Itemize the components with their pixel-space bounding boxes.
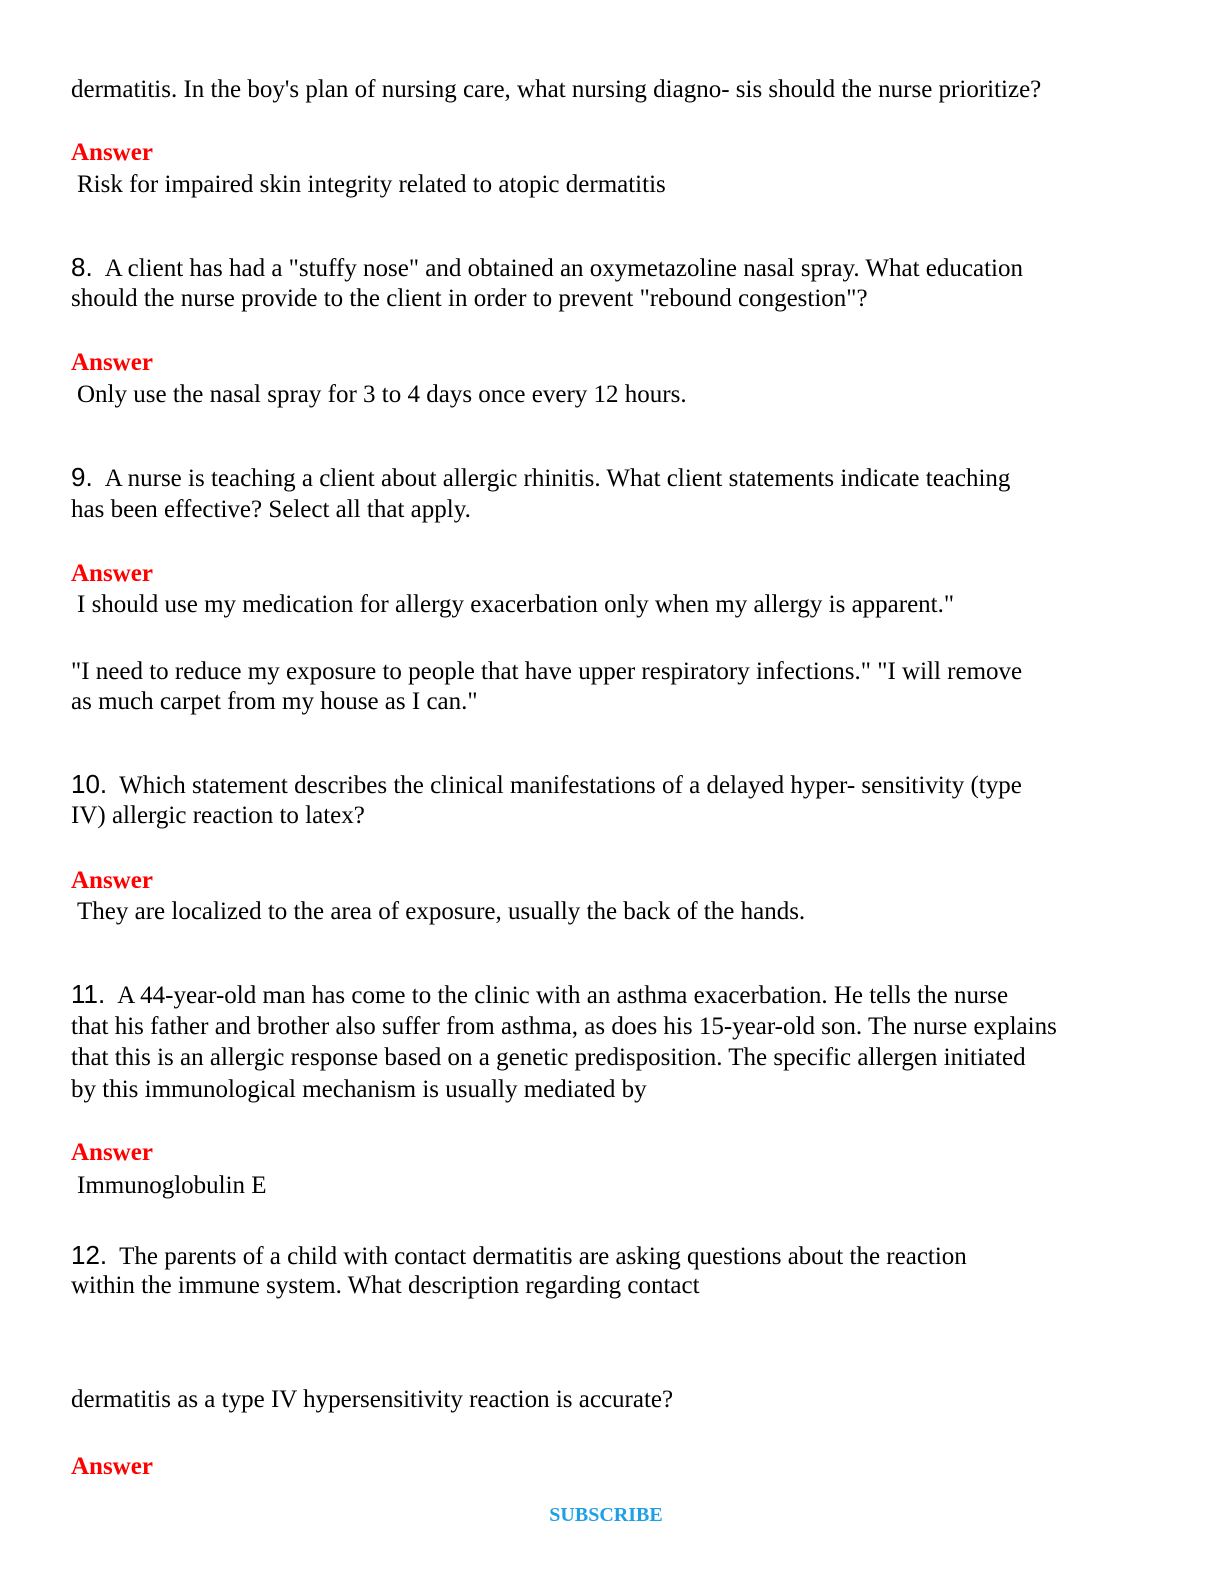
- answer-text-9-line-2: "I need to reduce my exposure to people that have upper respiratory infections." "I will remove: [71, 658, 1023, 685]
- question-8-text-1: A client has had a "stuffy nose" and obtained an oxymetazoline nasal spray. What education: [104, 255, 1023, 282]
- question-11-text-1: A 44-year-old man has come to the clinic with an asthma exacerbation. He tells the nurse: [117, 982, 1009, 1009]
- question-12-line-2: within the immune system. What description regarding contact: [71, 1272, 700, 1299]
- question-10-line-2: IV) allergic reaction to latex?: [71, 802, 365, 829]
- question-7-continuation: dermatitis. In the boy's plan of nursing care, what nursing diagno- sis should the nurse prioritize?: [71, 76, 1042, 103]
- answer-text-11: Immunoglobulin E: [77, 1172, 267, 1199]
- question-11-line-2: that his father and brother also suffer from asthma, as does his 15-year-old son. The nurse explains: [71, 1013, 1057, 1040]
- question-9-line-1: [71, 462, 1010, 494]
- question-12-line-3: dermatitis as a type IV hypersensitivity reaction is accurate?: [71, 1386, 674, 1413]
- answer-text-7: Risk for impaired skin integrity related to atopic dermatitis: [77, 171, 666, 198]
- answer-label-8: Answer: [71, 349, 153, 376]
- question-11-line-4: by this immunological mechanism is usually mediated by: [71, 1076, 647, 1103]
- question-9-text-1: A nurse is teaching a client about allergic rhinitis. What client statements indicate teaching: [104, 465, 1011, 492]
- question-11-number: 11.: [71, 979, 106, 1009]
- question-8-line-2: should the nurse provide to the client in order to prevent "rebound congestion"?: [71, 285, 868, 312]
- answer-label-10: Answer: [71, 867, 153, 894]
- question-12-number: 12.: [71, 1240, 108, 1270]
- answer-text-9-line-1: I should use my medication for allergy exacerbation only when my allergy is apparent.": [77, 591, 955, 618]
- question-12-line-1: [71, 1240, 967, 1272]
- question-10-line-1: [71, 769, 1022, 801]
- answer-label-11: Answer: [71, 1139, 153, 1166]
- answer-text-10: They are localized to the area of exposure, usually the back of the hands.: [77, 898, 806, 925]
- answer-label-12: Answer: [71, 1453, 153, 1480]
- answer-label-7: Answer: [71, 139, 153, 166]
- question-12-text-1: The parents of a child with contact dermatitis are asking questions about the reaction: [119, 1243, 967, 1270]
- question-9-number: 9.: [71, 462, 93, 492]
- question-10-number: 10.: [71, 769, 108, 799]
- answer-label-9: Answer: [71, 560, 153, 587]
- answer-text-9-line-3: as much carpet from my house as I can.": [71, 688, 478, 715]
- answer-text-8: Only use the nasal spray for 3 to 4 days once every 12 hours.: [77, 381, 687, 408]
- question-8-number: 8.: [71, 252, 93, 282]
- subscribe-link[interactable]: SUBSCRIBE: [549, 1504, 663, 1526]
- question-11-line-3: that this is an allergic response based on a genetic predisposition. The specific allergen initiated: [71, 1044, 1026, 1071]
- question-8-line-1: [71, 252, 1023, 284]
- question-10-text-1: Which statement describes the clinical manifestations of a delayed hyper- sensitivity (type: [119, 772, 1022, 799]
- question-11-line-1: [71, 979, 1008, 1011]
- question-9-line-2: has been effective? Select all that apply.: [71, 496, 471, 523]
